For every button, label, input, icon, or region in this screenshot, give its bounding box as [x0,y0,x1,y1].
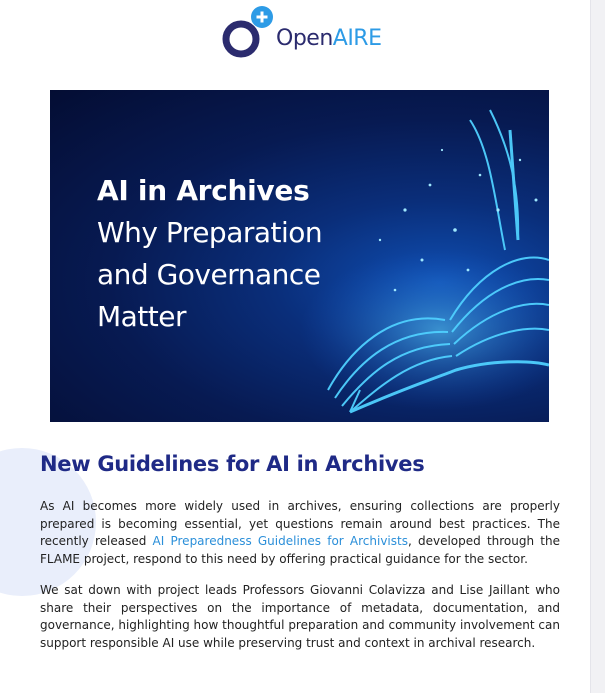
banner-subtitle-line: and Governance [97,258,321,291]
openaire-logo[interactable] [221,4,391,60]
article-paragraph-interview: We sat down with project leads Professors Giovanni Colavizza and Lise Jaillant who share their perspectives on the importance of metadata, documentation, and governance, highlighting how thoughtful preparation and community involvement can support responsible AI use while preserving trust and context in archival research. [40,583,560,650]
openaire-logo-mark-icon [221,4,281,60]
openaire-logo-text [276,26,382,51]
ai-preparedness-guidelines-link[interactable]: AI Preparedness Guidelines for Archivists [152,534,408,548]
banner-subtitle-line: Why Preparation [97,216,323,249]
logo-text-aire: AIRE [332,26,382,51]
article-paragraph-intro [40,498,560,568]
article-headline: New Guidelines for AI in Archives [40,452,425,476]
scrollbar[interactable] [590,0,605,693]
banner-subtitle-line: Matter [97,300,187,333]
glowing-book-illustration-icon [50,90,549,422]
paragraph-text: As AI becomes more widely used in archives, ensuring collections are properly prepared is becoming essential, yet questions remain around best practices. The recently released [40,499,560,548]
paragraph-text: , developed through the FLAME project, respond to this need by offering practical guidance for the sector. [40,534,560,566]
logo-text-open: Open [276,26,333,51]
hero-banner[interactable] [50,90,549,422]
banner-title: AI in Archives [97,174,310,207]
